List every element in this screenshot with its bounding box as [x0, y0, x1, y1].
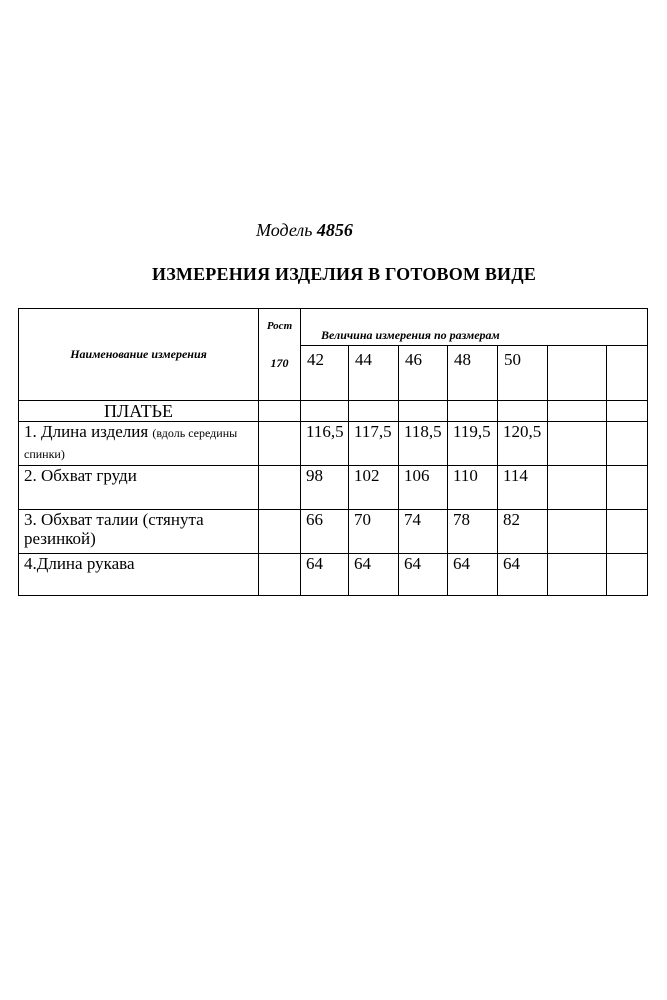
- value-cell: 64: [399, 554, 448, 596]
- size-cell: 46: [399, 346, 448, 401]
- empty-cell: [301, 401, 349, 422]
- empty-cell: [607, 401, 648, 422]
- table-row: [19, 554, 648, 596]
- header-sizes: Величина измерения по размерам: [301, 309, 648, 346]
- empty-cell: [399, 401, 448, 422]
- value-cell: [607, 554, 648, 596]
- empty-cell: [259, 401, 301, 422]
- table-row: [19, 510, 648, 554]
- value-cell: 74: [399, 510, 448, 554]
- value-cell: 82: [498, 510, 548, 554]
- value-cell: 64: [498, 554, 548, 596]
- size-cell: [548, 346, 607, 401]
- height-cell: [259, 422, 301, 466]
- value-cell: 117,5: [349, 422, 399, 466]
- size-cell: [607, 346, 648, 401]
- value-cell: 106: [399, 466, 448, 510]
- row-label: [19, 422, 259, 466]
- empty-cell: [448, 401, 498, 422]
- value-cell: 66: [301, 510, 349, 554]
- row-label-text: 1. Длина изделия: [24, 422, 149, 441]
- row-label: 3. Обхват талии (стянута резинкой): [19, 510, 259, 554]
- value-cell: 64: [301, 554, 349, 596]
- value-cell: [607, 510, 648, 554]
- value-cell: 114: [498, 466, 548, 510]
- model-number: 4856: [316, 220, 353, 240]
- value-cell: 102: [349, 466, 399, 510]
- size-cell: 44: [349, 346, 399, 401]
- height-label: Рост: [266, 320, 293, 332]
- empty-cell: [349, 401, 399, 422]
- height-cell: [259, 466, 301, 510]
- value-cell: 118,5: [399, 422, 448, 466]
- size-cell: 48: [448, 346, 498, 401]
- model-caption: [256, 220, 353, 241]
- empty-cell: [548, 401, 607, 422]
- table-row: [19, 466, 648, 510]
- size-cell: 50: [498, 346, 548, 401]
- section-row: [19, 401, 648, 422]
- section-label: ПЛАТЬЕ: [19, 401, 259, 422]
- header-height: [259, 309, 301, 401]
- value-cell: 98: [301, 466, 349, 510]
- value-cell: 78: [448, 510, 498, 554]
- value-cell: [548, 422, 607, 466]
- value-cell: 120,5: [498, 422, 548, 466]
- value-cell: 64: [448, 554, 498, 596]
- value-cell: 119,5: [448, 422, 498, 466]
- size-chart-table: [18, 308, 648, 596]
- model-label: Модель: [256, 220, 313, 240]
- value-cell: [607, 466, 648, 510]
- header-name: Наименование измерения: [19, 309, 259, 401]
- header-row: [19, 309, 648, 346]
- value-cell: [607, 422, 648, 466]
- value-cell: 64: [349, 554, 399, 596]
- table-row: [19, 422, 648, 466]
- height-cell: [259, 554, 301, 596]
- value-cell: [548, 466, 607, 510]
- empty-cell: [498, 401, 548, 422]
- height-cell: [259, 510, 301, 554]
- value-cell: [548, 510, 607, 554]
- document-title: ИЗМЕРЕНИЯ ИЗДЕЛИЯ В ГОТОВОМ ВИДЕ: [152, 264, 537, 284]
- value-cell: 70: [349, 510, 399, 554]
- row-label: 2. Обхват груди: [19, 466, 259, 510]
- row-label-note: (вдоль середины спинки): [24, 426, 238, 461]
- value-cell: 110: [448, 466, 498, 510]
- size-cell: 42: [301, 346, 349, 401]
- value-cell: [548, 554, 607, 596]
- row-label: 4.Длина рукава: [19, 554, 259, 596]
- height-value: 170: [270, 356, 289, 370]
- value-cell: 116,5: [301, 422, 349, 466]
